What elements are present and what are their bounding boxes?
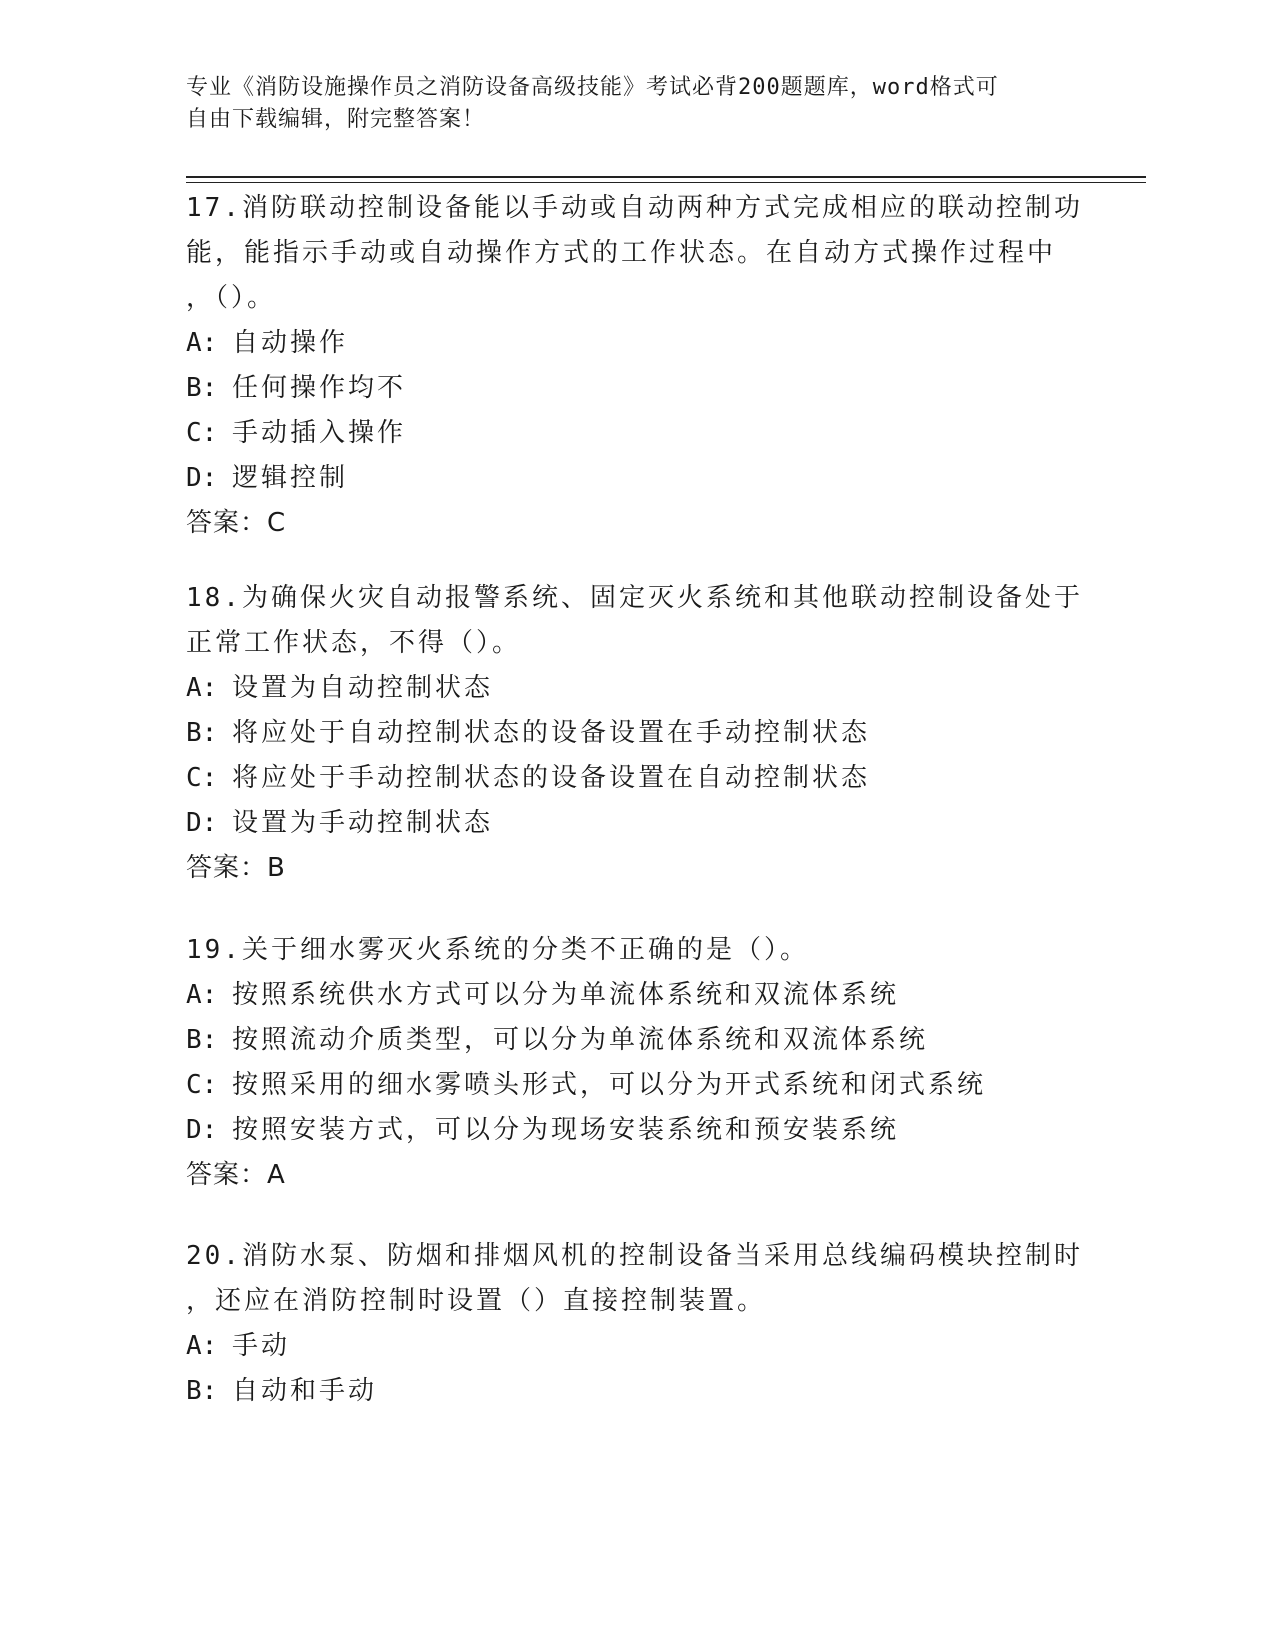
option-text: 逻辑控制 (232, 463, 349, 493)
question-stem-line: 能，能指示手动或自动操作方式的工作状态。在自动方式操作过程中 (186, 238, 1057, 268)
option-text: 将应处于自动控制状态的设备设置在手动控制状态 (232, 718, 871, 748)
option-text: 按照采用的细水雾喷头形式，可以分为开式系统和闭式系统 (232, 1070, 987, 1100)
answer-label: 答案：A (186, 1160, 286, 1190)
option-c (186, 1063, 1086, 1108)
option-text: 按照系统供水方式可以分为单流体系统和双流体系统 (232, 980, 900, 1010)
question-stem-line: 正常工作状态，不得（）。 (186, 628, 522, 658)
option-letter: B: (186, 1376, 218, 1406)
question-stem-line: 17.消防联动控制设备能以手动或自动两种方式完成相应的联动控制功 (186, 193, 1083, 223)
header-line-1: 专业《消防设施操作员之消防设备高级技能》考试必背200题题库，word格式可 (186, 75, 999, 100)
answer-label: 答案：C (186, 508, 287, 538)
option-letter: D: (186, 463, 218, 493)
header-divider-thin (186, 182, 1146, 183)
option-d (186, 801, 1086, 846)
option-b (186, 711, 1086, 756)
option-letter: D: (186, 808, 218, 838)
option-b (186, 366, 1086, 411)
question-stem-line: 19.关于细水雾灭火系统的分类不正确的是（）。 (186, 935, 809, 965)
option-text: 按照流动介质类型，可以分为单流体系统和双流体系统 (232, 1025, 929, 1055)
question-stem-line: 20.消防水泵、防烟和排烟风机的控制设备当采用总线编码模块控制时 (186, 1241, 1083, 1271)
header-line-2: 自由下载编辑，附完整答案！ (186, 107, 486, 132)
option-letter: C: (186, 763, 218, 793)
option-letter: D: (186, 1115, 218, 1145)
option-c (186, 756, 1086, 801)
option-text: 任何操作均不 (232, 373, 407, 403)
option-text: 将应处于手动控制状态的设备设置在自动控制状态 (232, 763, 871, 793)
question-stem-line: 18.为确保火灾自动报警系统、固定灭火系统和其他联动控制设备处于 (186, 583, 1083, 613)
option-letter: A: (186, 980, 218, 1010)
option-c (186, 411, 1086, 456)
question-19 (186, 928, 1086, 1198)
option-d (186, 456, 1086, 501)
question-17 (186, 186, 1086, 546)
option-b (186, 1018, 1086, 1063)
question-20 (186, 1234, 1086, 1414)
option-a (186, 973, 1086, 1018)
option-a (186, 666, 1086, 711)
option-letter: C: (186, 418, 218, 448)
option-a (186, 1324, 1086, 1369)
option-d (186, 1108, 1086, 1153)
option-text: 手动插入操作 (232, 418, 407, 448)
option-letter: B: (186, 373, 218, 403)
option-text: 按照安装方式，可以分为现场安装系统和预安装系统 (232, 1115, 900, 1145)
option-letter: A: (186, 1331, 218, 1361)
question-stem-line: ，还应在消防控制时设置（）直接控制装置。 (186, 1286, 767, 1316)
option-text: 自动和手动 (232, 1376, 378, 1406)
option-text: 手动 (232, 1331, 291, 1361)
question-stem-line: ，（）。 (186, 283, 277, 313)
option-text: 自动操作 (232, 328, 349, 358)
option-text: 设置为手动控制状态 (232, 808, 494, 838)
option-b (186, 1369, 1086, 1414)
option-letter: A: (186, 673, 218, 703)
answer-label: 答案：B (186, 853, 286, 883)
header-divider-thick (186, 176, 1146, 178)
option-letter: A: (186, 328, 218, 358)
option-letter: B: (186, 718, 218, 748)
question-18 (186, 576, 1086, 891)
option-text: 设置为自动控制状态 (232, 673, 494, 703)
option-letter: B: (186, 1025, 218, 1055)
option-letter: C: (186, 1070, 218, 1100)
option-a (186, 321, 1086, 366)
document-header (186, 72, 1066, 136)
